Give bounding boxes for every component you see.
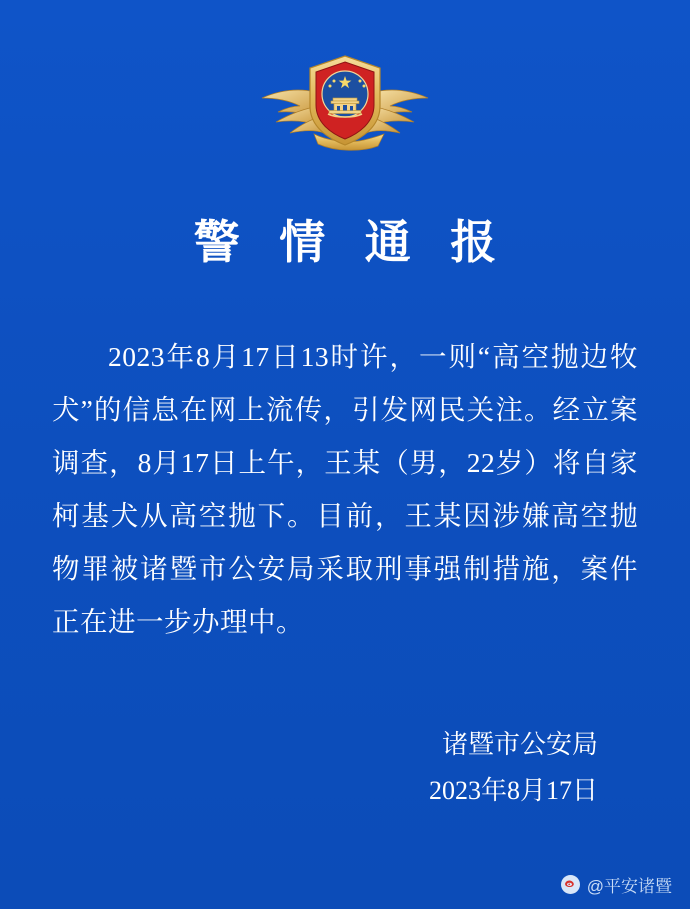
weibo-icon — [561, 875, 580, 894]
watermark-handle: @平安诸暨 — [586, 877, 672, 896]
signature-date: 2023年8月17日 — [428, 776, 598, 805]
signature-issuer: 诸暨市公安局 — [441, 730, 598, 759]
watermark — [561, 872, 672, 897]
page-title: 警 情 通 报 — [193, 217, 511, 268]
notice-body-text: 2023年8月17日13时许，一则“高空抛边牧犬”的信息在网上流传，引发网民关注。经立案调查，8月17日上午，王某（男，22岁）将自家柯基犬从高空抛下。目前，王某因涉嫌高空抛物罪被诸暨市公安局采取刑事强制措施，案件正在进一步办理中。 — [52, 341, 638, 637]
signature-block — [0, 722, 598, 814]
china-police-badge-icon — [250, 48, 440, 160]
emblem-container — [0, 0, 690, 160]
